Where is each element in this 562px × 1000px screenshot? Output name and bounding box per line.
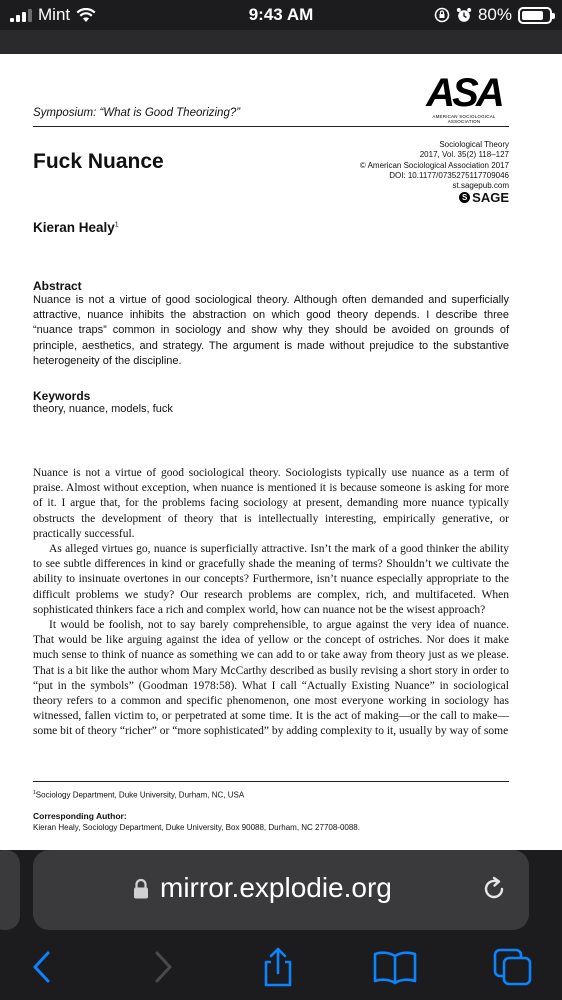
- symposium-label: Symposium: “What is Good Theorizing?”: [33, 107, 241, 119]
- asa-logo-mark: ASA: [426, 71, 502, 115]
- lock-icon: [133, 878, 149, 900]
- asa-logo-subtitle: AMERICAN SOCIOLOGICAL ASSOCIATION: [432, 114, 496, 124]
- alarm-icon: [456, 7, 472, 23]
- footnote-rule: [33, 781, 509, 782]
- book-icon: [372, 949, 418, 985]
- chevron-right-icon: [151, 950, 175, 984]
- header-rule: [33, 126, 509, 127]
- asa-logo: [419, 72, 509, 124]
- share-icon: [260, 946, 296, 988]
- carrier-name: Mint: [38, 5, 71, 24]
- author-name: [33, 220, 119, 235]
- clock: 9:43 AM: [248, 5, 314, 24]
- author-text: Kieran Healy: [33, 220, 115, 235]
- orientation-lock-icon: [434, 7, 450, 23]
- browser-toolbar: [0, 942, 562, 992]
- battery-percent: 80%: [477, 5, 512, 24]
- battery-icon: [518, 7, 552, 24]
- journal-info: [360, 140, 509, 191]
- chevron-left-icon: [30, 950, 54, 984]
- journal-line: © American Sociological Association 2017: [359, 160, 509, 170]
- sage-logo: [459, 190, 509, 205]
- abstract-heading: Abstract: [33, 279, 82, 293]
- page-top-gap: [0, 30, 562, 54]
- footnote-marker: 1: [33, 790, 36, 796]
- affiliation-footnote: [33, 790, 244, 800]
- pdf-page[interactable]: [0, 54, 562, 850]
- body-paragraph: Nuance is not a virtue of good sociological theory. Sociologists typically use nuance as a term of praise. Almost without exception, when nuance is mentioned it is because someone is asking for more of it. I argue that, for the problems facing sociology at present, demanding more nuance typically obstructs the development of theory that is intellectually interesting, empirically generative, or practically successful.: [33, 467, 509, 540]
- journal-line: Sociological Theory: [439, 140, 509, 149]
- back-button[interactable]: [17, 942, 67, 992]
- journal-line: DOI: 10.1177/0735275117709046: [389, 170, 509, 180]
- journal-line: 2017, Vol. 35(2) 118–127: [419, 150, 509, 160]
- reload-icon[interactable]: [479, 874, 509, 904]
- body-paragraph: As alleged virtues go, nuance is superficially attractive. Isn’t the mark of a good thinker the ability to see subtle differences in kind or gracefully shade the meaning of terms? Shouldn’t we cultivate the ability to insinuate overtones in our concepts? Furthermore, isn’t nuance especially appropriate to the difficult problems we study? Our research problems are complex, rich, and multifaceted. When sophisticated thinkers face a rich and complex world, how can nuance not be the wisest approach?: [33, 543, 509, 616]
- body-paragraph: It would be foolish, not to say barely comprehensible, to argue against the very idea of nuance. That would be like arguing against the idea of yellow or the concept of ostriches. Nor does it make much sense to think of nuance as something we can add to or take away from theory just as we please. That is a bit like the author whom Mary McCarthy described as busily revising a short story in order to “put in the symbols” (Goodman 1978:58). What I call “Actually Existing Nuance” in sociological theory refers to a common and specific phenomenon, one most everyone working in sociology has witnessed, fallen victim to, or perpetrated at some time. It is the act of making—or the call to make—some bit of theory “richer” or “more sophisticated” by adding complexity to it, usually by way of some: [33, 619, 509, 738]
- status-bar: [0, 0, 562, 30]
- url-text: mirror.explodie.org: [160, 872, 392, 903]
- keywords-heading: Keywords: [33, 389, 91, 403]
- corresponding-author-heading: Corresponding Author:: [33, 811, 127, 821]
- share-button[interactable]: [253, 942, 303, 992]
- address-bar[interactable]: [33, 850, 529, 930]
- abstract-text: Nuance is not a virtue of good sociological theory. Although often demanded and superficially attractive, nuance inhibits the abstraction on which good theory depends. I describe three “nuance traps” common in sociology and show why they should be avoided on grounds of principle, aesthetics, and strategy. The argument is made without prejudice to the substantive heterogeneity of the discipline.: [33, 294, 509, 367]
- footnote-text: Sociology Department, Duke University, Durham, NC, USA: [35, 790, 245, 800]
- previous-tab-peek[interactable]: [0, 850, 20, 930]
- corresponding-author-text: Kieran Healy, Sociology Department, Duke University, Box 90088, Durham, NC 27708-0088.: [33, 823, 360, 832]
- body-text: [33, 466, 509, 740]
- browser-bottom-bar: [0, 850, 562, 1000]
- forward-button[interactable]: [138, 942, 188, 992]
- tabs-icon: [492, 947, 534, 987]
- paper-title: Fuck Nuance: [33, 150, 164, 173]
- battery-fill: [522, 11, 543, 20]
- keywords-text: theory, nuance, models, fuck: [33, 403, 173, 415]
- author-affiliation-marker: 1: [114, 221, 119, 229]
- bookmarks-button[interactable]: [370, 942, 420, 992]
- tabs-button[interactable]: [488, 942, 538, 992]
- sage-wordmark: SAGE: [472, 190, 509, 205]
- status-right: [434, 5, 552, 25]
- sage-circle-icon: S: [459, 192, 470, 203]
- journal-line: st.sagepub.com: [452, 181, 509, 191]
